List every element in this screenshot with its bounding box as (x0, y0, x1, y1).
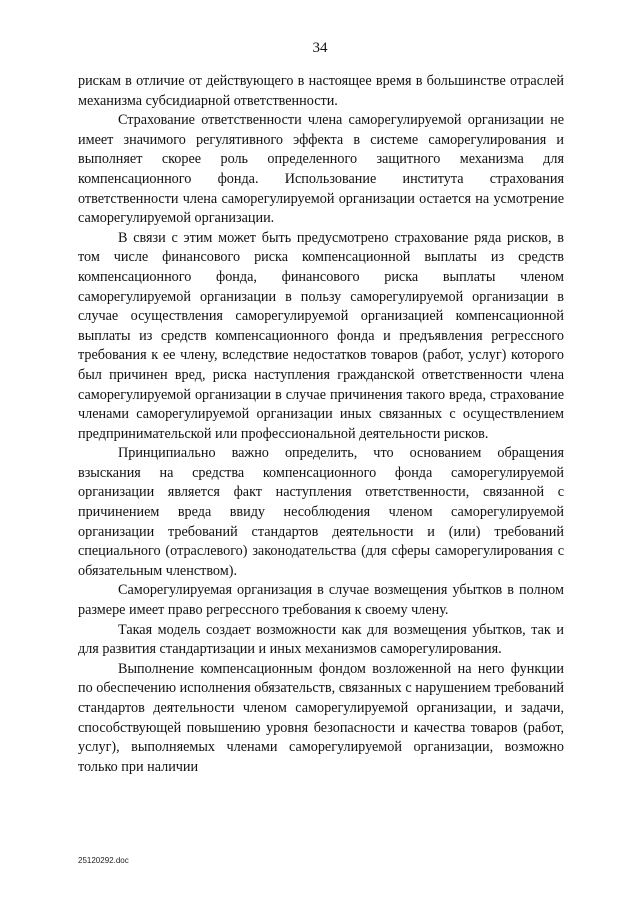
paragraph-recourse-right: Саморегулируемая организация в случае возмещения убытков в полном размере имеет право регрессного требования к своему члену. (78, 582, 564, 619)
document-body (78, 72, 564, 777)
page-number: 34 (312, 40, 328, 56)
paragraph-liability-insurance: Страхование ответственности члена саморегулируемой организации не имеет значимого регулятивного эффекта в системе саморегулирования и выполняет скорее роль определенного защитного механизма для компенсационного фонда. Использование института страхования ответственности члена саморегулируемой организации остается на усмотрение саморегулируемой организации. (78, 112, 564, 227)
paragraph-foreclosure-basis: Принципиально важно определить, что основанием обращения взыскания на средства компенсационного фонда саморегулируемой организации является факт наступления ответственности, связанной с причинением вреда ввиду несоблюдения членом саморегулируемой организации требований стандартов деятельности и (или) требований специального (отраслевого) законодательства (для сферы саморегулирования с обязательным членством). (78, 445, 564, 579)
paragraph-fund-function: Выполнение компенсационным фондом возложенной на него функции по обеспечению исполнения обязательств, связанных с нарушением требований стандартов деятельности членом саморегулируемой организации, и задачи, способствующей повышению уровня безопасности и качества товаров (работ, услуг), выполняемых членами саморегулируемой организации, возможно только при наличии (78, 660, 564, 775)
paragraph-risk-insurance: В связи с этим может быть предусмотрено страхование ряда рисков, в том числе финансового риска компенсационной выплаты из средств компенсационного фонда, финансового риска выплаты членом саморегулируемой организации в пользу саморегулируемой организации в случае осуществления саморегулируемой организацией компенсационной выплаты из средств компенсационного фонда и предъявления регрессного требования к ее члену, вследствие недостатков товаров (работ, услуг) которого был причинен вред, риска наступления гражданской ответственности члена саморегулируемой организации в случае причинения такого вреда, страхование членами саморегулируемой организации иных связанных с осуществлением предпринимательской или профессиональной деятельности рисков. (78, 229, 564, 442)
paragraph-continuation: рискам в отличие от действующего в настоящее время в большинстве отраслей механизма субсидиарной ответственности. (78, 73, 564, 109)
paragraph-model-opportunities: Такая модель создает возможности как для возмещения убытков, так и для развития стандартизации и иных механизмов саморегулирования. (78, 621, 564, 658)
footer-filename: 25120292.doc (78, 856, 129, 865)
